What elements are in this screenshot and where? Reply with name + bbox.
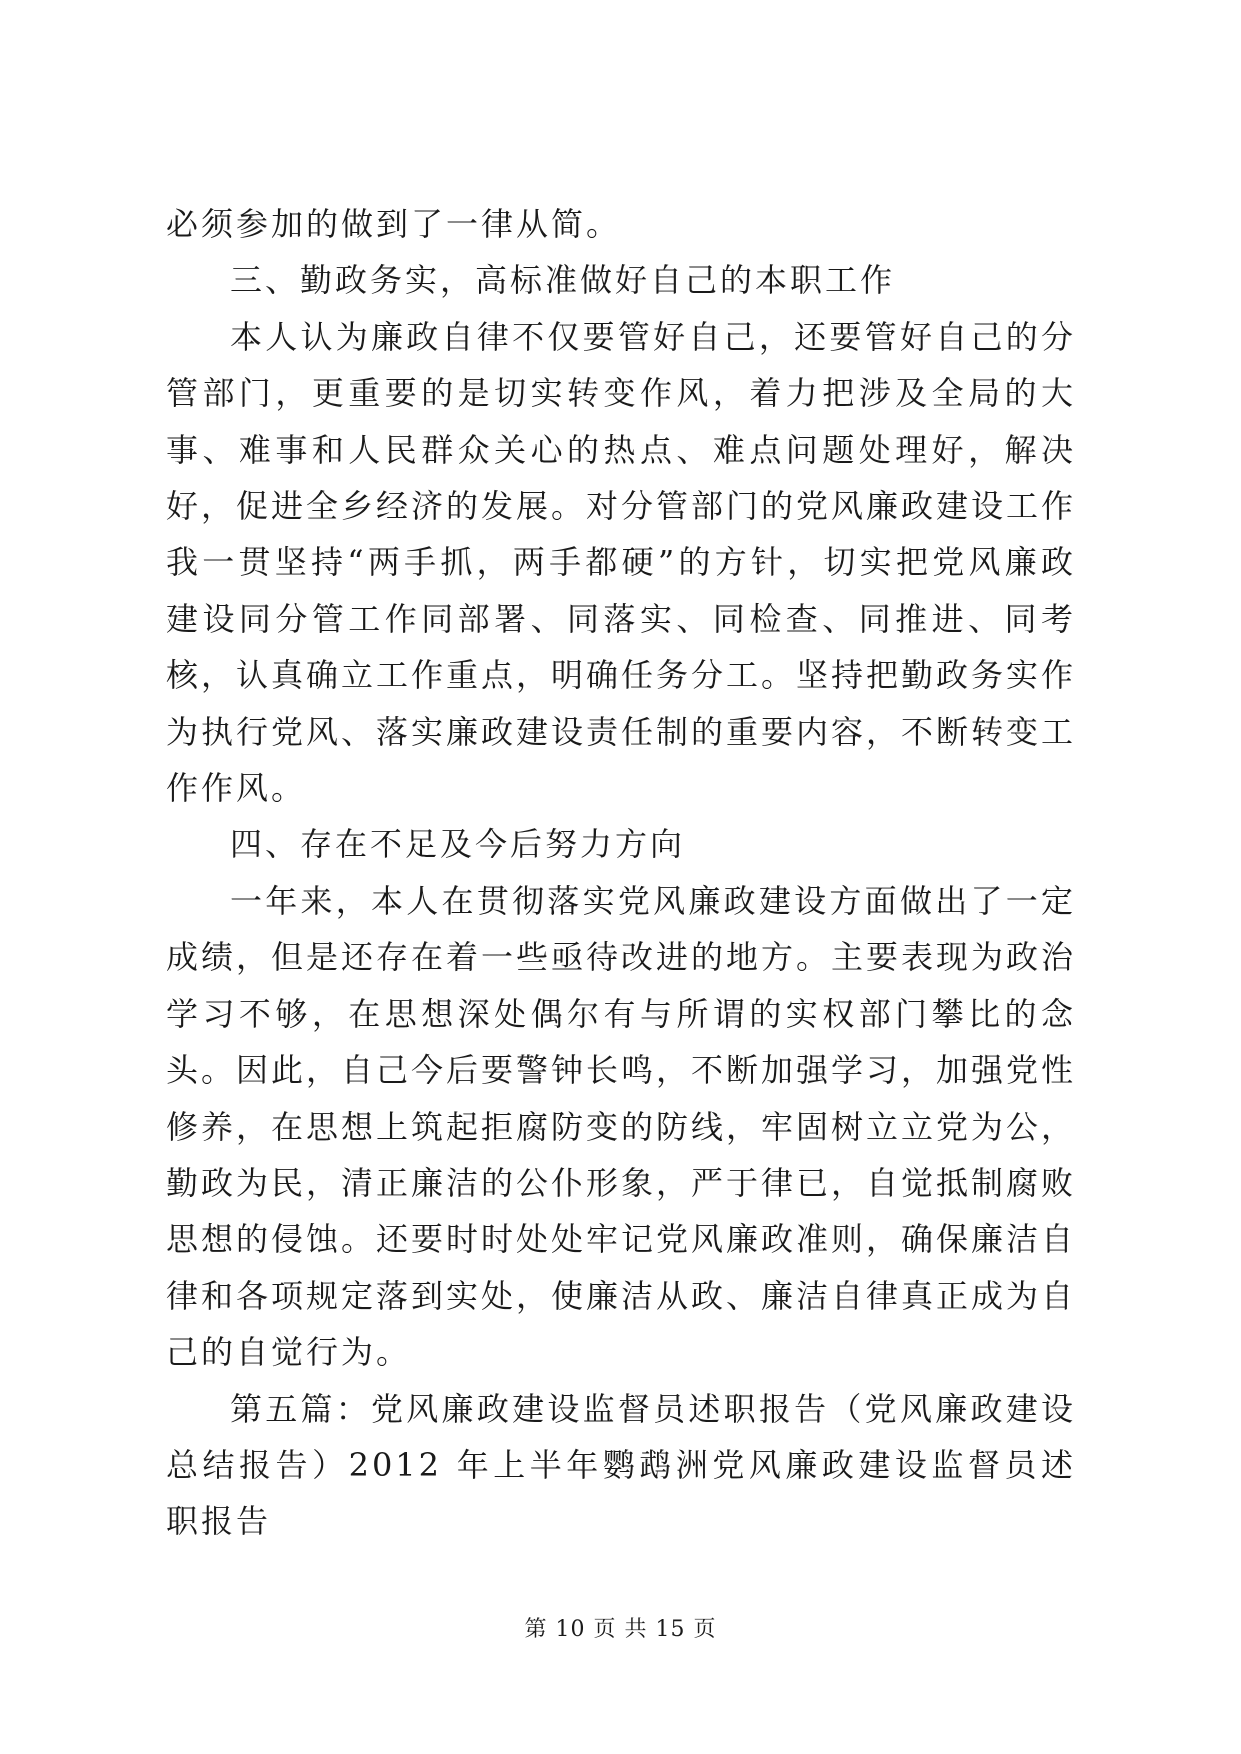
paragraph-1: 必须参加的做到了一律从简。 [166,205,622,243]
section-heading-3: 三、勤政务实，高标准做好自己的本职工作 [230,261,896,300]
document-body [166,196,1076,1550]
paragraph-3: 一年来，本人在贯彻落实党风廉政建设方面做出了一定成绩，但是还存在着一些亟待改进的地方。主要表现为政治学习不够，在思想深处偶尔有与所谓的实权部门攀比的念头。因此，自己今后要警钟长鸣，不断加强学习，加强党性修养，在思想上筑起拒腐防变的防线，牢固树立立党为公，勤政为民，清正廉洁的公仆形象，严于律已，自觉抵制腐败思想的侵蚀。还要时时处处牢记党风廉政准则，确保廉洁自律和各项规定落到实处，使廉洁从政、廉洁自律真正成为自己的自觉行为。 [166,881,1077,1372]
section-heading-4: 四、存在不足及今后努力方向 [230,825,686,864]
page-number-footer: 第 10 页 共 15 页 [524,1617,717,1642]
paragraph-2: 本人认为廉政自律不仅要管好自己，还要管好自己的分管部门，更重要的是切实转变作风，着力把涉及全局的大事、难事和人民群众关心的热点、难点问题处理好，解决好，促进全乡经济的发展。对分管部门的党风廉政建设工作我一贯坚持“两手抓，两手都硬”的方针，切实把党风廉政建设同分管工作同部署、同落实、同检查、同推进、同考核，认真确立工作重点，明确任务分工。坚持把勤政务实作为执行党风、落实廉政建设责任制的重要内容，不断转变工作作风。 [166,317,1077,808]
article-title-5: 第五篇：党风廉政建设监督员述职报告（党风廉政建设总结报告）2012 年上半年鹦鹉洲党风廉政建设监督员述职报告 [166,1389,1076,1541]
